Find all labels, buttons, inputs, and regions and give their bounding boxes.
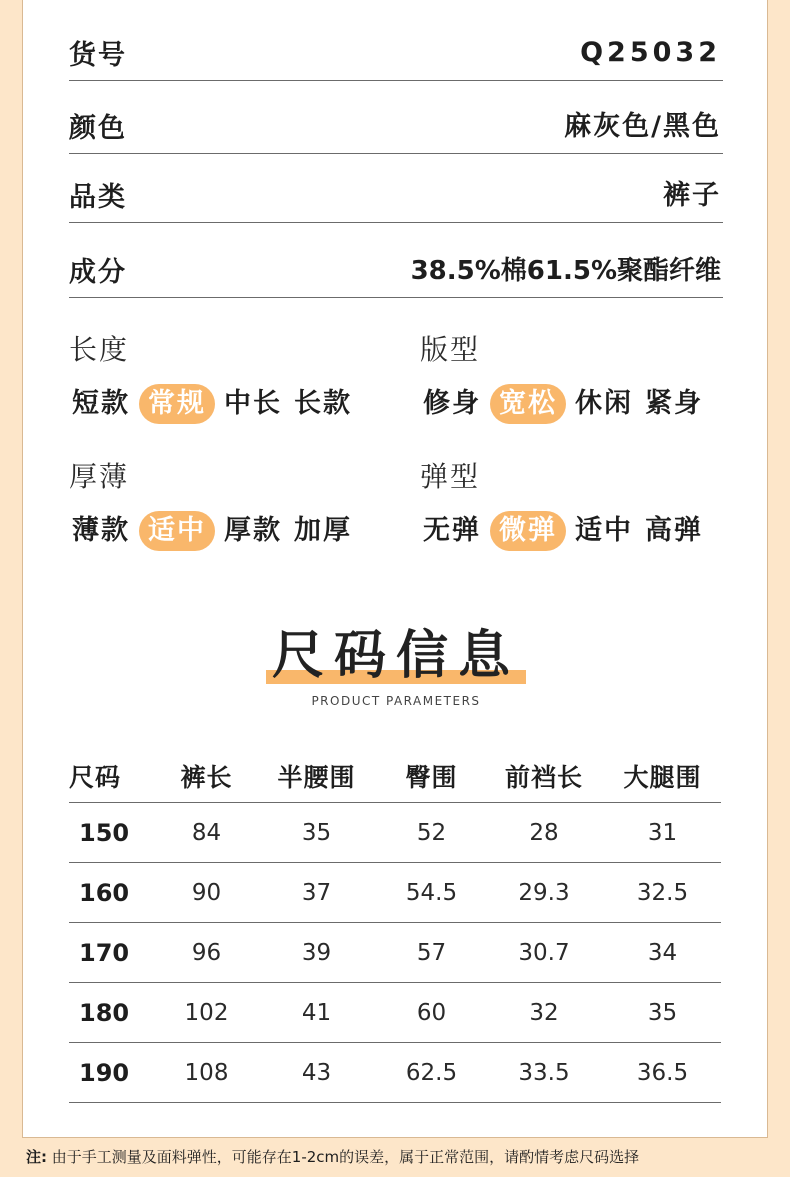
size-table — [69, 750, 721, 1103]
color-value: 麻灰色/黑色 — [564, 111, 721, 142]
table-header-cell: 半腰围 — [254, 750, 379, 803]
table-cell: 41 — [254, 983, 379, 1043]
attr-length-option-selected: 常规 — [139, 384, 215, 424]
category-label: 品类 — [69, 182, 127, 213]
table-row — [69, 863, 721, 923]
table-cell-size: 180 — [69, 983, 159, 1043]
measurement-note — [26, 1146, 639, 1167]
table-cell-size: 170 — [69, 923, 159, 983]
table-row — [69, 923, 721, 983]
table-cell-size: 160 — [69, 863, 159, 923]
info-row-item-no — [69, 20, 723, 81]
attr-fit-title: 版型 — [420, 333, 481, 366]
attr-elasticity-title: 弹型 — [420, 460, 481, 493]
product-info-card — [22, 0, 768, 1138]
attr-length — [69, 330, 361, 424]
attr-length-option: 长款 — [294, 388, 352, 419]
attr-elasticity — [420, 457, 712, 551]
attr-elasticity-option: 适中 — [575, 515, 633, 546]
table-row — [69, 803, 721, 863]
table-row — [69, 983, 721, 1043]
table-cell: 36.5 — [604, 1043, 721, 1103]
table-cell-size: 150 — [69, 803, 159, 863]
note-key: 注: — [26, 1148, 47, 1166]
info-row-composition — [69, 237, 723, 298]
attr-thickness-option: 加厚 — [294, 515, 352, 546]
table-cell: 34 — [604, 923, 721, 983]
info-row-color — [69, 93, 723, 154]
attr-thickness-option-selected: 适中 — [139, 511, 215, 551]
table-cell: 57 — [379, 923, 484, 983]
table-header-row — [69, 750, 721, 803]
attr-elasticity-option: 无弹 — [423, 515, 481, 546]
table-cell: 39 — [254, 923, 379, 983]
attr-thickness-title: 厚薄 — [69, 460, 130, 493]
category-value: 裤子 — [663, 180, 721, 211]
table-row — [69, 1043, 721, 1103]
note-text: 由于手工测量及面料弹性，可能存在1-2cm的误差，属于正常范围，请酌情考虑尺码选择 — [51, 1148, 640, 1166]
info-row-category — [69, 162, 723, 223]
attr-thickness — [69, 457, 361, 551]
table-cell: 31 — [604, 803, 721, 863]
table-cell: 32.5 — [604, 863, 721, 923]
table-cell: 96 — [159, 923, 254, 983]
attr-length-options — [69, 384, 361, 424]
table-cell: 28 — [484, 803, 604, 863]
table-cell: 62.5 — [379, 1043, 484, 1103]
composition-label: 成分 — [69, 257, 127, 288]
table-cell: 54.5 — [379, 863, 484, 923]
table-cell: 84 — [159, 803, 254, 863]
attr-thickness-option: 薄款 — [72, 515, 130, 546]
table-cell: 30.7 — [484, 923, 604, 983]
table-cell: 43 — [254, 1043, 379, 1103]
table-header-cell: 大腿围 — [604, 750, 721, 803]
table-cell: 52 — [379, 803, 484, 863]
table-cell: 35 — [254, 803, 379, 863]
table-cell: 33.5 — [484, 1043, 604, 1103]
attr-thickness-options — [69, 511, 361, 551]
table-cell: 60 — [379, 983, 484, 1043]
attr-elasticity-option-selected: 微弹 — [490, 511, 566, 551]
size-section-title — [266, 626, 526, 686]
size-section-header — [23, 626, 769, 708]
table-cell: 90 — [159, 863, 254, 923]
table-header-cell: 臀围 — [379, 750, 484, 803]
size-section-title-text: 尺码信息 — [271, 626, 520, 686]
table-cell-size: 190 — [69, 1043, 159, 1103]
table-cell: 35 — [604, 983, 721, 1043]
attr-fit-options — [420, 384, 712, 424]
color-label: 颜色 — [69, 113, 127, 144]
table-header-cell: 裤长 — [159, 750, 254, 803]
table-header-cell: 尺码 — [69, 750, 159, 803]
table-cell: 32 — [484, 983, 604, 1043]
attr-elasticity-options — [420, 511, 712, 551]
attr-fit-option: 修身 — [423, 388, 481, 419]
table-cell: 102 — [159, 983, 254, 1043]
composition-value: 38.5%棉61.5%聚酯纤维 — [410, 256, 721, 286]
item-no-label: 货号 — [69, 40, 127, 71]
attr-elasticity-option: 高弹 — [645, 515, 703, 546]
item-no-value: Q25032 — [580, 37, 721, 68]
attr-thickness-option: 厚款 — [224, 515, 282, 546]
attr-length-title: 长度 — [69, 333, 130, 366]
size-section-subtitle: PRODUCT PARAMETERS — [311, 694, 481, 708]
table-header-cell: 前裆长 — [484, 750, 604, 803]
attr-fit-option: 紧身 — [645, 388, 703, 419]
attr-fit — [420, 330, 712, 424]
attr-length-option: 中长 — [224, 388, 282, 419]
attr-fit-option: 休闲 — [575, 388, 633, 419]
attr-fit-option-selected: 宽松 — [490, 384, 566, 424]
attr-length-option: 短款 — [72, 388, 130, 419]
table-cell: 29.3 — [484, 863, 604, 923]
table-cell: 108 — [159, 1043, 254, 1103]
table-cell: 37 — [254, 863, 379, 923]
